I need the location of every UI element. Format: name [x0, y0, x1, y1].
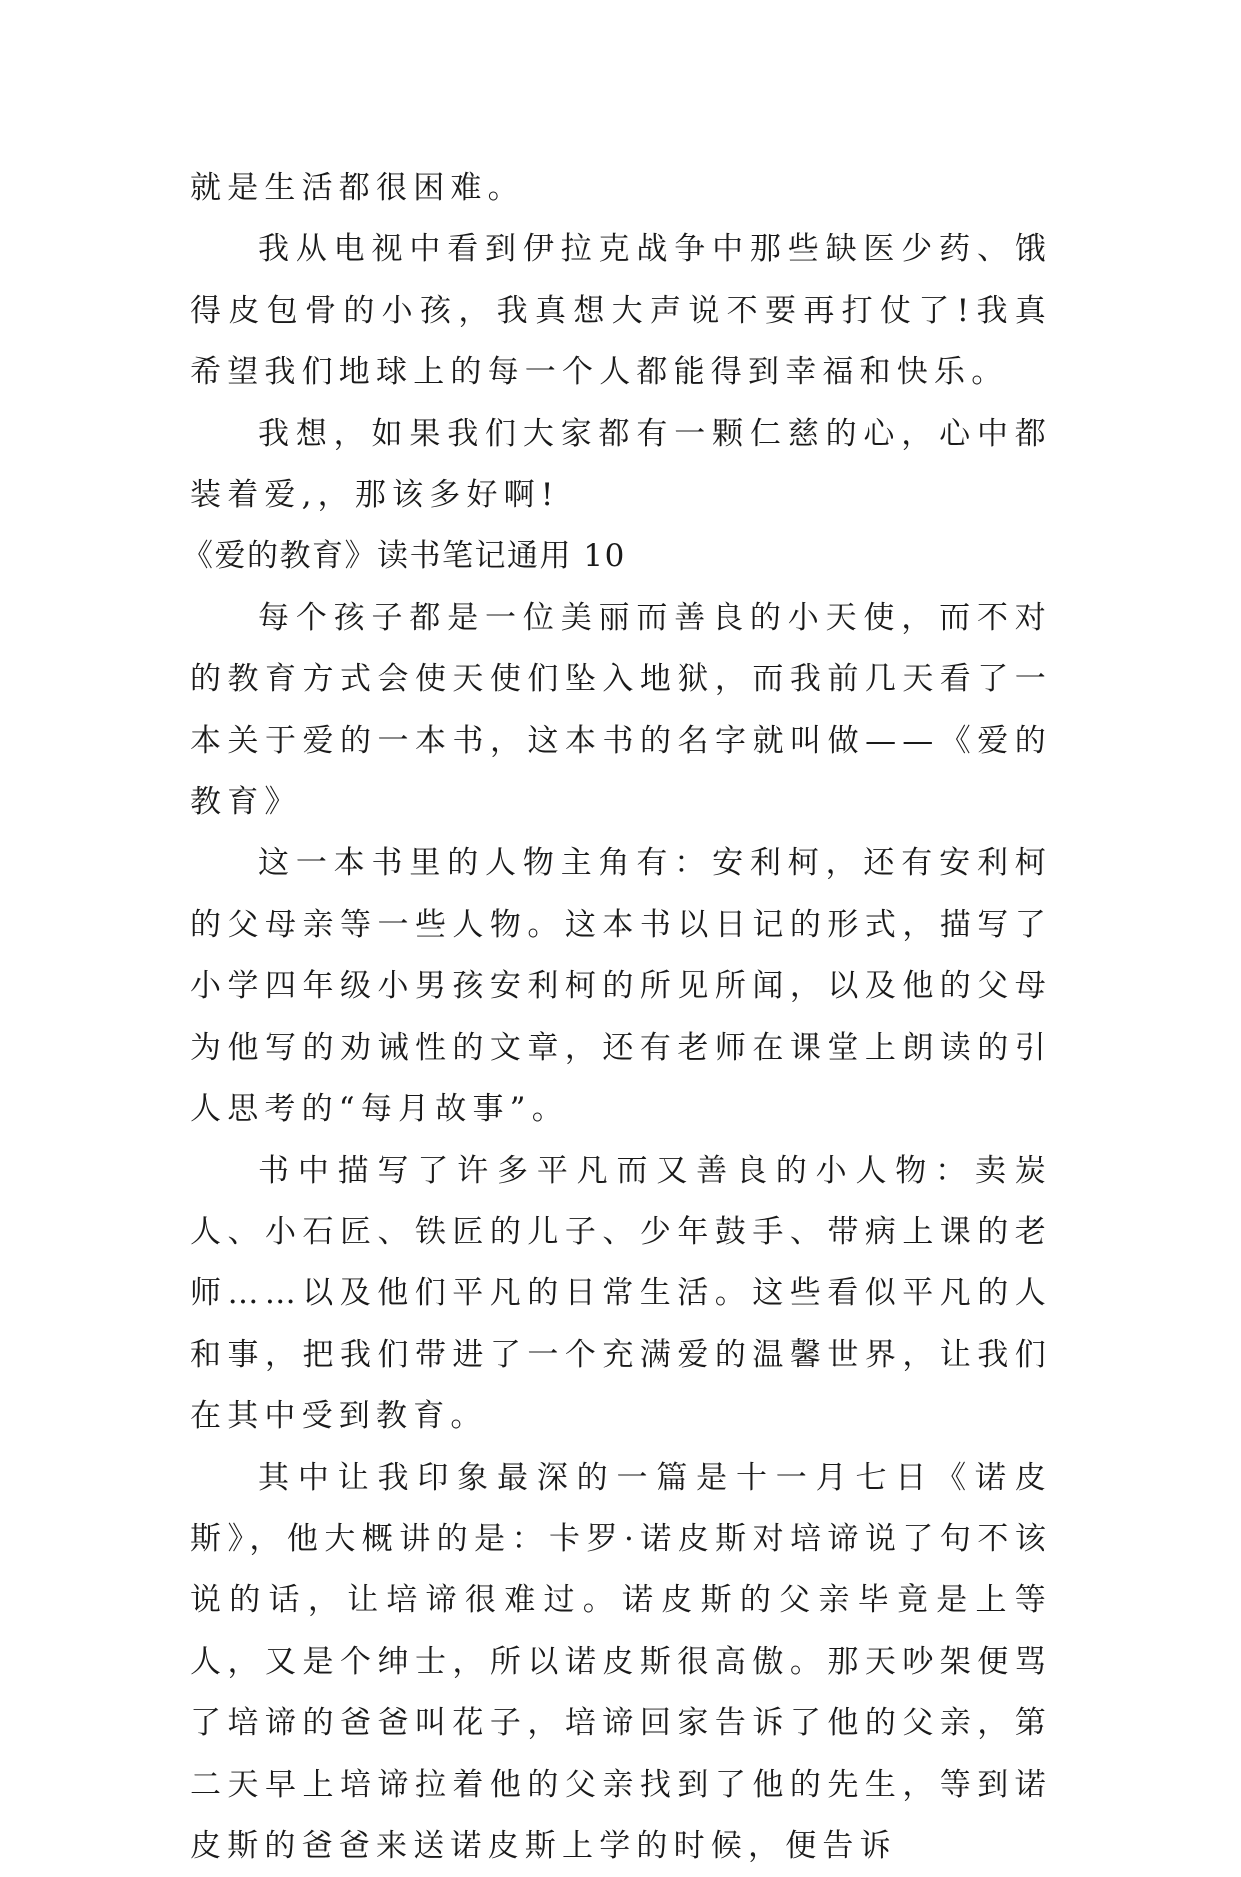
paragraph-continuation: 就是生活都很困难。	[190, 170, 525, 206]
paragraph-ordinary-people: 书中描写了许多平凡而又善良的小人物：卖炭人、小石匠、铁匠的儿子、少年鼓手、带病上课的老师……以及他们平凡的日常生活。这些看似平凡的人和事，把我们带进了一个充满爱的温馨世界，让我们在其中受到教育。	[190, 1152, 1052, 1435]
paragraph-nobis-story: 其中让我印象最深的一篇是十一月七日《诺皮斯》，他大概讲的是：卡罗·诺皮斯对培谛说了句不该说的话，让培谛很难过。诺皮斯的父亲毕竟是上等人，又是个绅士，所以诺皮斯很高傲。那天吵架便骂了培谛的爸爸叫花子，培谛回家告诉了他的父亲，第二天早上培谛拉着他的父亲找到了他的先生，等到诺皮斯的爸爸来送诺皮斯上学的时候，便告诉	[190, 1459, 1052, 1864]
section-heading: 《爱的教育》读书笔记通用 10	[182, 538, 626, 575]
paragraph-characters: 这一本书里的人物主角有：安利柯，还有安利柯的父母亲等一些人物。这本书以日记的形式，描写了小学四年级小男孩安利柯的所见所闻，以及他的父母为他写的劝诫性的文章，还有老师在课堂上朗读的引人思考的“每月故事”。	[190, 845, 1052, 1128]
document-body	[182, 158, 1052, 1877]
paragraph-book-intro: 每个孩子都是一位美丽而善良的小天使，而不对的教育方式会使天使们坠入地狱，而我前几天看了一本关于爱的一本书，这本书的名字就叫做——《爱的教育》	[190, 599, 1052, 821]
paragraph-iraq-war: 我从电视中看到伊拉克战争中那些缺医少药、饿得皮包骨的小孩，我真想大声说不要再打仗了!我真希望我们地球上的每一个人都能得到幸福和快乐。	[190, 231, 1052, 391]
paragraph-kind-heart: 我想，如果我们大家都有一颗仁慈的心，心中都装着爱,，那该多好啊!	[190, 415, 1052, 514]
